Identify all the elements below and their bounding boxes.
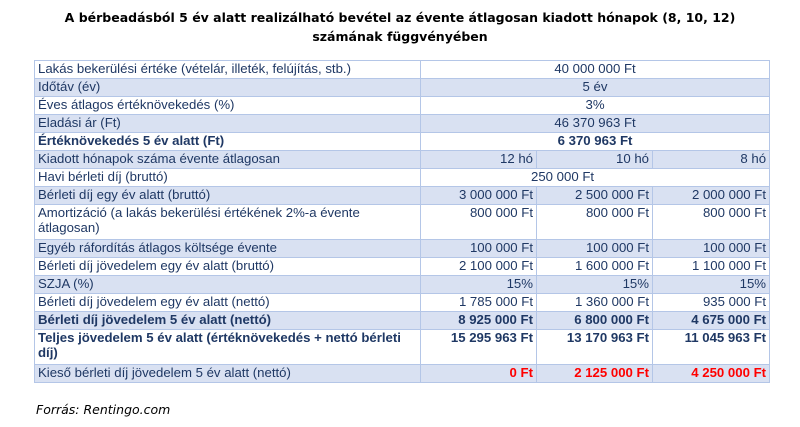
cell: 6 800 000 Ft: [537, 312, 653, 330]
cell: 1 100 000 Ft: [653, 258, 770, 276]
cell: 2 500 000 Ft: [537, 187, 653, 205]
row-label: Éves átlagos értéknövekedés (%): [35, 97, 421, 115]
table-row: [35, 365, 770, 383]
table-row: [35, 240, 770, 258]
row-label: Bérleti díj egy év alatt (bruttó): [35, 187, 421, 205]
row-label: Időtáv (év): [35, 79, 421, 97]
col-header-8: 8 hó: [653, 151, 770, 169]
table-row: [35, 133, 770, 151]
cell: 800 000 Ft: [537, 205, 653, 240]
row-value: 6 370 963 Ft: [421, 133, 770, 151]
table-row: [35, 97, 770, 115]
cell: 4 675 000 Ft: [653, 312, 770, 330]
cell: 100 000 Ft: [537, 240, 653, 258]
cell: 15%: [537, 276, 653, 294]
source-note: Forrás: Rentingo.com: [36, 402, 171, 417]
cell: 4 250 000 Ft: [653, 365, 770, 383]
row-label: Havi bérleti díj (bruttó): [35, 169, 421, 187]
table-row: [35, 205, 770, 240]
row-label: Kiadott hónapok száma évente átlagosan: [35, 151, 421, 169]
title-line-2: számának függvényében: [312, 29, 488, 44]
cell: 100 000 Ft: [653, 240, 770, 258]
row-label: Kieső bérleti díj jövedelem 5 év alatt (nettó): [35, 365, 421, 383]
table-row: [35, 258, 770, 276]
cell: 8 925 000 Ft: [421, 312, 537, 330]
cell: 15%: [421, 276, 537, 294]
cell: 2 100 000 Ft: [421, 258, 537, 276]
row-value: 46 370 963 Ft: [421, 115, 770, 133]
cell: 2 000 000 Ft: [653, 187, 770, 205]
table-row: [35, 330, 770, 365]
cell: 15%: [653, 276, 770, 294]
table-row: [35, 151, 770, 169]
row-label: Eladási ár (Ft): [35, 115, 421, 133]
table-row: [35, 115, 770, 133]
row-value: 3%: [421, 97, 770, 115]
cell: 0 Ft: [421, 365, 537, 383]
row-label: Egyéb ráfordítás átlagos költsége évente: [35, 240, 421, 258]
row-label: Bérleti díj jövedelem egy év alatt (nettó): [35, 294, 421, 312]
table-row: [35, 61, 770, 79]
row-label: Lakás bekerülési értéke (vételár, illeték, felújítás, stb.): [35, 61, 421, 79]
table-row: [35, 294, 770, 312]
table-row: [35, 276, 770, 294]
table-row: [35, 312, 770, 330]
cell: 3 000 000 Ft: [421, 187, 537, 205]
row-value: 250 000 Ft: [421, 169, 770, 187]
table-row: [35, 79, 770, 97]
row-label: Amortizáció (a lakás bekerülési értékének 2%-a évente átlagosan): [35, 205, 421, 240]
row-label: Értéknövekedés 5 év alatt (Ft): [35, 133, 421, 151]
cell: 2 125 000 Ft: [537, 365, 653, 383]
cell: 13 170 963 Ft: [537, 330, 653, 365]
cell: 11 045 963 Ft: [653, 330, 770, 365]
rental-income-table: [34, 60, 770, 383]
cell: 1 785 000 Ft: [421, 294, 537, 312]
row-label: SZJA (%): [35, 276, 421, 294]
cell: 800 000 Ft: [421, 205, 537, 240]
cell: 1 600 000 Ft: [537, 258, 653, 276]
cell: 1 360 000 Ft: [537, 294, 653, 312]
cell: 935 000 Ft: [653, 294, 770, 312]
col-header-10: 10 hó: [537, 151, 653, 169]
row-label: Bérleti díj jövedelem 5 év alatt (nettó): [35, 312, 421, 330]
row-label: Bérleti díj jövedelem egy év alatt (bruttó): [35, 258, 421, 276]
cell: 800 000 Ft: [653, 205, 770, 240]
row-label: Teljes jövedelem 5 év alatt (értéknövekedés + nettó bérleti díj): [35, 330, 421, 365]
title-line-1: A bérbeadásból 5 év alatt realizálható bevétel az évente átlagosan kiadott hónapok (8, 10, 12): [64, 10, 736, 25]
col-header-12: 12 hó: [421, 151, 537, 169]
cell: 100 000 Ft: [421, 240, 537, 258]
cell: 15 295 963 Ft: [421, 330, 537, 365]
page-title: [0, 8, 800, 46]
row-value: 5 év: [421, 79, 770, 97]
table-row: [35, 187, 770, 205]
row-value: 40 000 000 Ft: [421, 61, 770, 79]
table-row: [35, 169, 770, 187]
